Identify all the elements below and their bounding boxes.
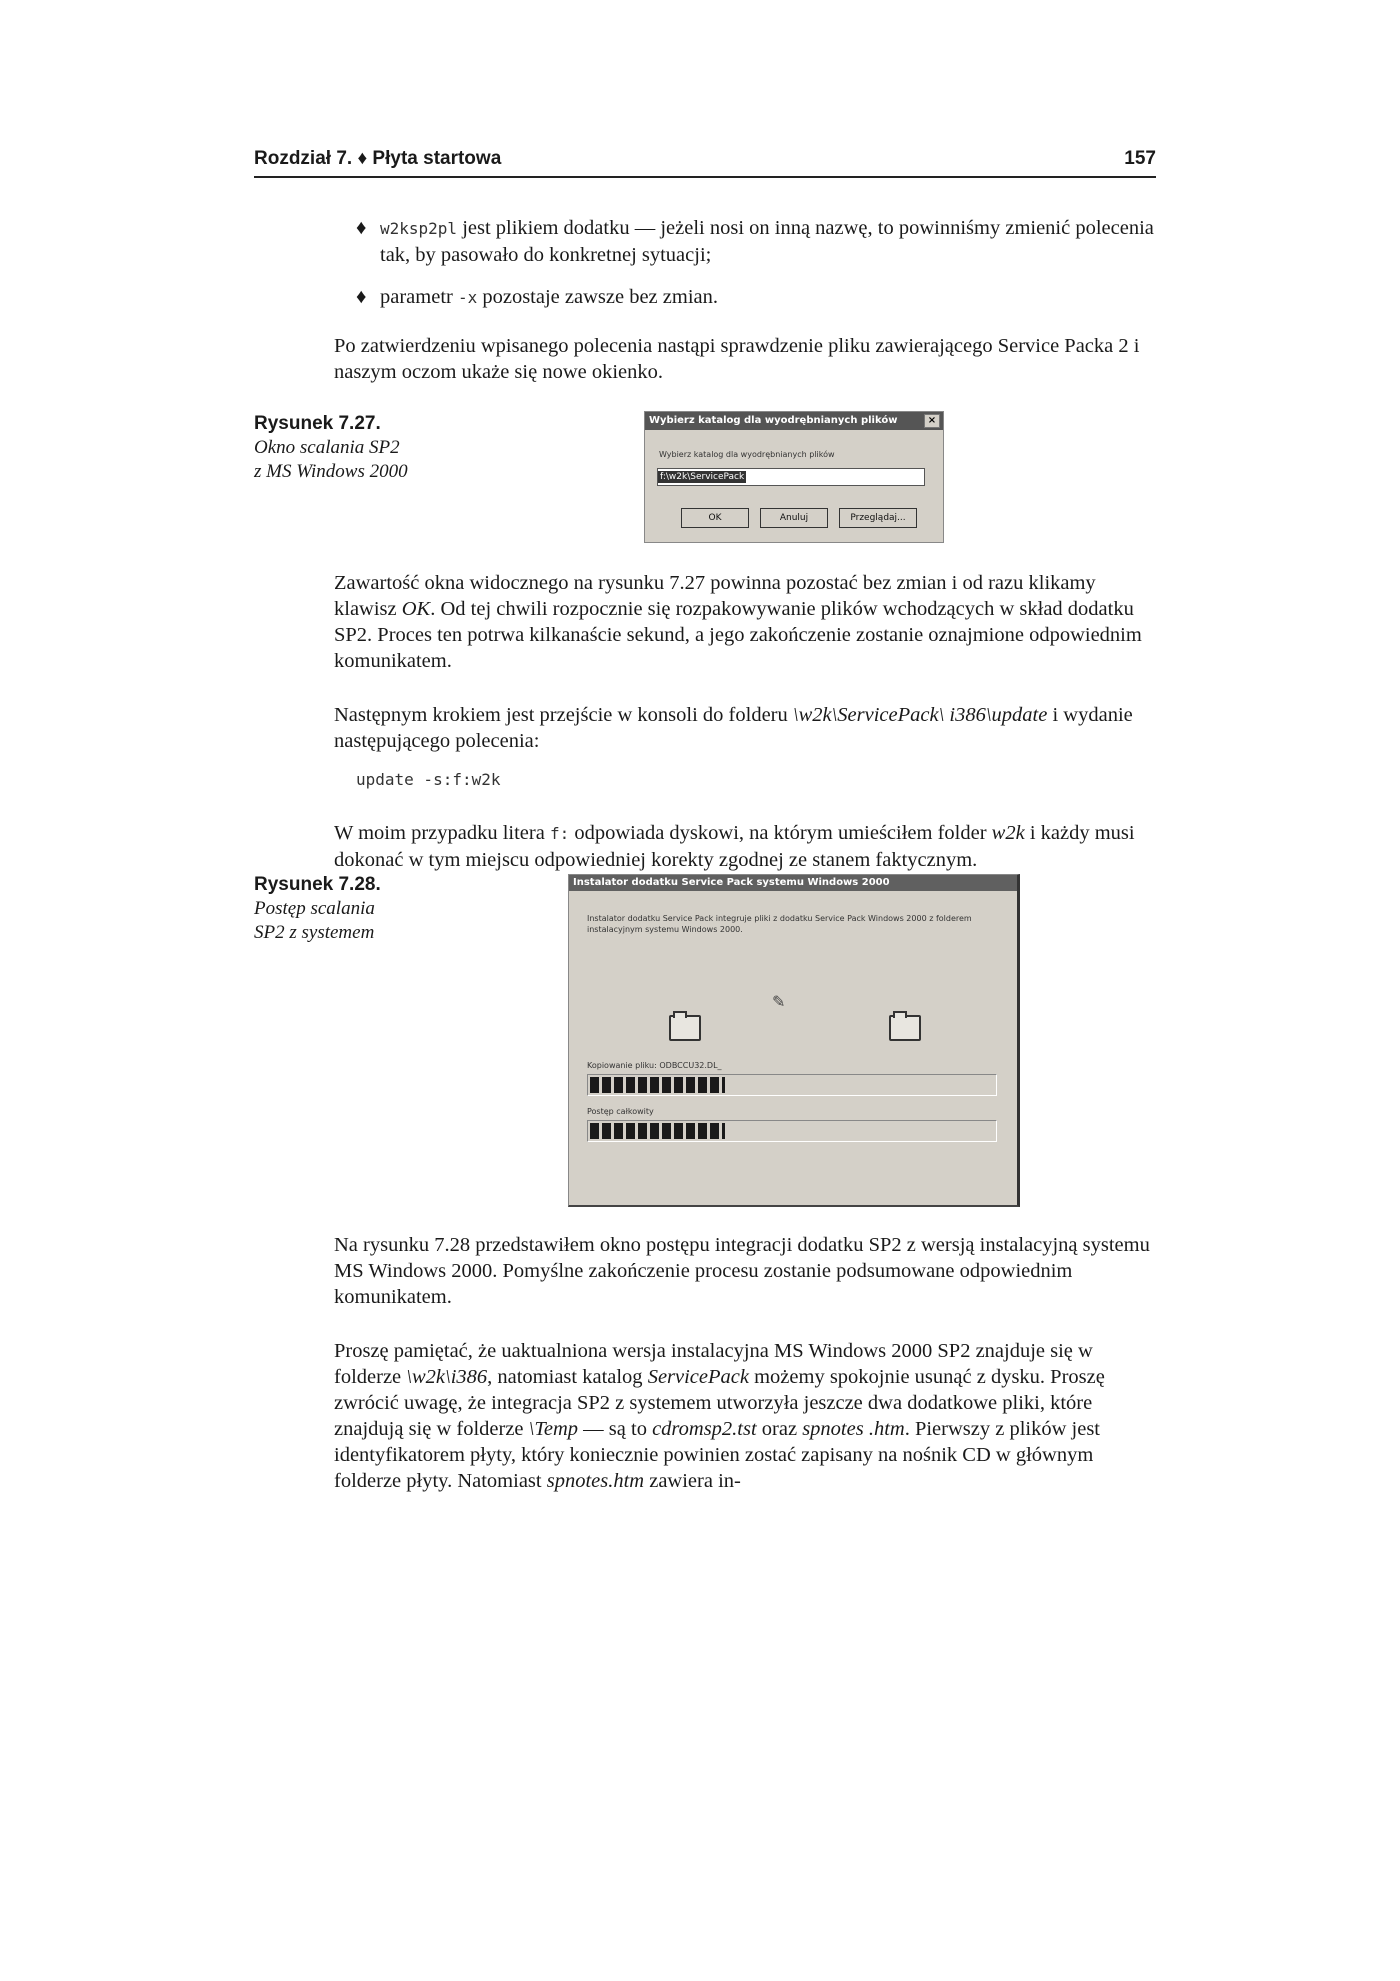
text-run: . Pierwszy z plików jest identyfikatorem płyty, który koniecznie powinien zostać zapisany na nośnik CD w głównym folderze płyty. Natomiast: [334, 1418, 1100, 1492]
text-run: odpowiada dyskowi, na którym umieściłem folder: [569, 822, 992, 844]
paragraph: [334, 333, 1156, 385]
figure-caption-line: z MS Windows 2000: [254, 461, 408, 482]
emphasis: \Temp: [528, 1418, 579, 1440]
ok-button[interactable]: OK: [681, 508, 749, 528]
dialog-title: Wybierz katalog dla wyodrębnianych plików: [649, 415, 898, 426]
paragraph: [334, 1338, 1156, 1494]
emphasis: \w2k\ServicePack\ i386\update: [792, 704, 1048, 726]
copy-progress-bar: [587, 1074, 997, 1096]
bullet-text: jest plikiem dodatku — jeżeli nosi on inną nazwę, to powinniśmy zmienić polecenia tak, by pasowało do konkretnej sytuacji;: [380, 217, 1154, 266]
sp-installer-dialog: [568, 874, 1020, 1207]
copy-progress-fill: [590, 1077, 725, 1093]
folder-path-value: f:\w2k\ServicePack: [660, 472, 745, 482]
bullet-pre: parametr: [380, 286, 458, 308]
text-run: , natomiast katalog: [487, 1366, 648, 1388]
text-run: i wydanie następującego polecenia:: [334, 704, 1133, 752]
bullet-item: [356, 215, 1180, 268]
text-run: . Od tej chwili rozpocznie się rozpakowywanie plików wchodzących w skład dodatku SP2. Proces ten potrwa kilkanaście sekund, a jego zakończenie zostanie oznajmione odpowiednim komunikatem.: [334, 598, 1142, 672]
text-run: — są to: [578, 1418, 653, 1440]
copy-file-label: Kopiowanie pliku: ODBCCU32.DL_: [587, 1061, 722, 1070]
text-run: Zawartość okna widocznego na rysunku 7.27 powinna pozostać bez zmian i od razu klikamy klawisz: [334, 572, 1096, 620]
figure-caption-727: [254, 412, 434, 484]
page-number: 157: [1124, 148, 1156, 169]
running-header: [254, 146, 1156, 178]
total-progress-fill: [590, 1123, 725, 1139]
text-run: zawiera in-: [644, 1470, 741, 1492]
bullet-text: pozostaje zawsze bez zmian.: [477, 286, 718, 308]
text-run: Proszę pamiętać, że uaktualniona wersja instalacyjna MS Windows 2000 SP2 znajduje się w folderze: [334, 1340, 1093, 1388]
emphasis: spnotes.htm: [546, 1470, 645, 1492]
bullet-mark: ♦: [356, 286, 367, 308]
paragraph-text: Po zatwierdzeniu wpisanego polecenia nastąpi sprawdzenie pliku zawierającego Service Packa 2 i naszym oczom ukaże się nowe okienko.: [334, 335, 1140, 383]
flying-paper-icon: ✎: [772, 994, 786, 1011]
dialog-description: Instalator dodatku Service Pack integruje pliki z dodatku Service Pack Windows 2000 z folderem instalacyjnym systemu Windows 2000.: [587, 914, 972, 934]
figure-caption-line: SP2 z systemem: [254, 922, 375, 943]
emphasis: \w2k\i386: [406, 1366, 488, 1388]
emphasis: spnotes .htm: [802, 1418, 905, 1440]
paragraph: [334, 1232, 1156, 1310]
paragraph-text: Na rysunku 7.28 przedstawiłem okno postępu integracji dodatku SP2 z wersją instalacyjną systemu MS Windows 2000. Pomyślne zakończenie procesu zostanie podsumowane odpowiednim komunikatem.: [334, 1234, 1150, 1308]
dialog-title-bar: [645, 412, 943, 430]
total-progress-label: Postęp całkowity: [587, 1107, 654, 1116]
figure-caption-728: [254, 873, 434, 945]
cancel-button[interactable]: Anuluj: [760, 508, 828, 528]
text-run: możemy spokojnie usunąć z dysku. Proszę zwrócić uwagę, że integracja SP2 z systemem utworzyła jeszcze dwa dodatkowe pliki, które znajdują się w folderze: [334, 1366, 1105, 1440]
bullet-mark: ♦: [356, 217, 367, 239]
dialog-title: Instalator dodatku Service Pack systemu Windows 2000: [569, 875, 1017, 891]
figure-label: Rysunek 7.28.: [254, 874, 381, 895]
paragraph: [334, 702, 1156, 754]
emphasis: ServicePack: [647, 1366, 749, 1388]
folder-prompt: Wybierz katalog dla wyodrębnianych plików: [659, 450, 835, 459]
total-progress-bar: [587, 1120, 997, 1142]
emphasis: cdromsp2.tst: [652, 1418, 757, 1440]
chapter-title: Rozdział 7. ♦ Płyta startowa: [254, 148, 502, 169]
bullet-item: [356, 284, 1180, 311]
close-icon[interactable]: ×: [924, 414, 940, 428]
command-line: update -s:f:w2k: [356, 770, 501, 789]
figure-caption-line: Okno scalania SP2: [254, 437, 400, 458]
text-run: Następnym krokiem jest przejście w konsoli do folderu: [334, 704, 793, 726]
folder-path-input[interactable]: [657, 468, 925, 486]
emphasis: OK: [401, 598, 431, 620]
text-run: oraz: [756, 1418, 803, 1440]
text-run: W moim przypadku litera: [334, 822, 550, 844]
paragraph: [334, 820, 1156, 873]
extract-folder-dialog: [644, 411, 944, 543]
figure-label: Rysunek 7.27.: [254, 413, 381, 434]
text-run: i każdy musi dokonać w tym miejscu odpowiedniej korekty zgodnej ze stanem faktycznym.: [334, 822, 1135, 871]
inline-code: w2ksp2pl: [380, 219, 458, 238]
source-folder-icon: [669, 1015, 701, 1041]
inline-code: -x: [457, 288, 478, 307]
destination-folder-icon: [889, 1015, 921, 1041]
inline-code: f:: [549, 824, 570, 843]
browse-button[interactable]: Przeglądaj...: [839, 508, 917, 528]
paragraph: [334, 570, 1156, 674]
emphasis: w2k: [991, 822, 1025, 844]
figure-caption-line: Postęp scalania: [254, 898, 375, 919]
